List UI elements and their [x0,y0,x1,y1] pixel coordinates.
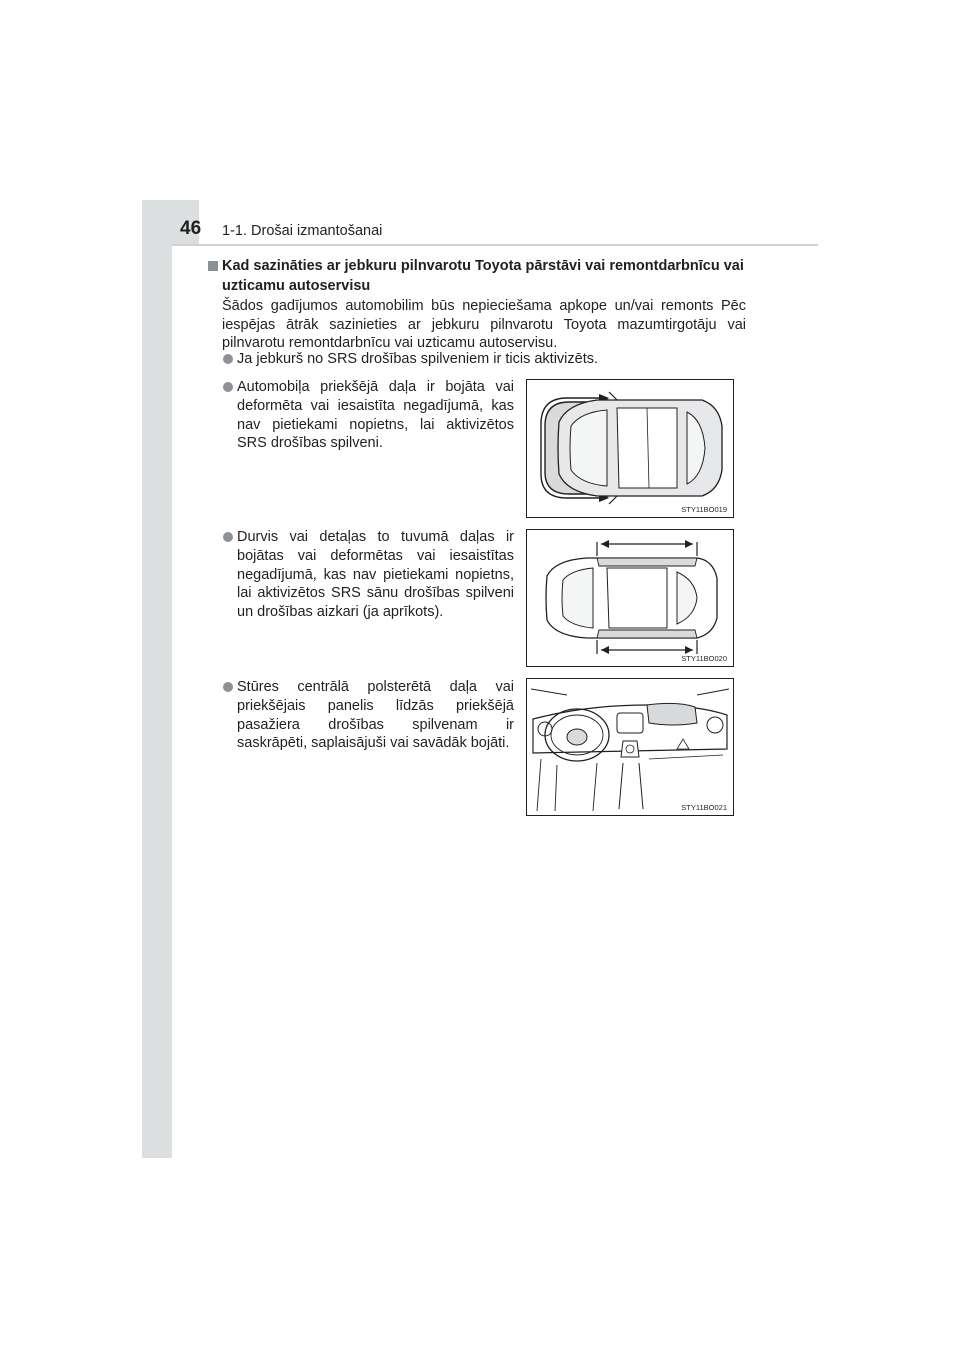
page-number: 46 [180,218,202,239]
list-item-text: Automobiļa priekšējā daļa ir bojāta vai deformēta vai iesaistīta negadījumā, kas nav pietiekami nopietns, lai aktivizētos SRS drošības spilveni. [237,379,514,452]
bullet-icon [223,532,233,542]
list-item [237,528,514,622]
car-side-damage-illustration [527,530,733,666]
header-divider [172,244,818,246]
bullet-icon [223,354,233,364]
figure-dashboard [526,678,734,816]
bullet-icon [223,382,233,392]
list-item [237,378,514,453]
car-front-damage-illustration [527,380,733,517]
list-item [237,678,514,753]
section-title: 1-1. Drošai izmantošanai [222,223,383,239]
figure-code: STY11BO020 [681,654,727,663]
square-bullet-icon [208,261,218,271]
section-heading-text: Kad sazināties ar jebkuru pilnvarotu Toyota pārstāvi vai remontdarbnīcu vai uzticamu autoservisu [222,258,744,294]
list-item [237,350,747,369]
list-item-text: Stūres centrālā polsterētā daļa vai priekšējais panelis līdzās priekšējā pasažiera drošības spilvenam ir saskrāpēti, saplaisājuši vai savādāk bojāti. [237,679,514,752]
page-side-strip [142,200,172,1158]
intro-paragraph: Šādos gadījumos automobilim būs nepieciešama apkope un/vai remonts Pēc iespējas ātrāk sazinieties ar jebkuru pilnvarotu Toyota mazumtirgotāju vai pilnvarotu remontdarbnīcu vai uzticamu autoservisu. [222,298,746,351]
figure-code: STY11BO019 [681,505,727,514]
dashboard-airbag-illustration [527,679,733,815]
section-heading [210,256,750,296]
figure-code: STY11BO021 [681,803,727,812]
list-item-text: Ja jebkurš no SRS drošības spilveniem ir ticis aktivizēts. [237,351,599,367]
figure-side-damage [526,529,734,667]
figure-front-damage [526,379,734,518]
list-item-text: Durvis vai detaļas to tuvumā daļas ir bojātas vai deformētas vai iesaistītas negadījumā, kas nav pietiekami nopietns, lai aktivizētos SRS sānu drošības spilveni un drošības aizkari (ja aprīkots). [237,529,514,621]
bullet-icon [223,682,233,692]
